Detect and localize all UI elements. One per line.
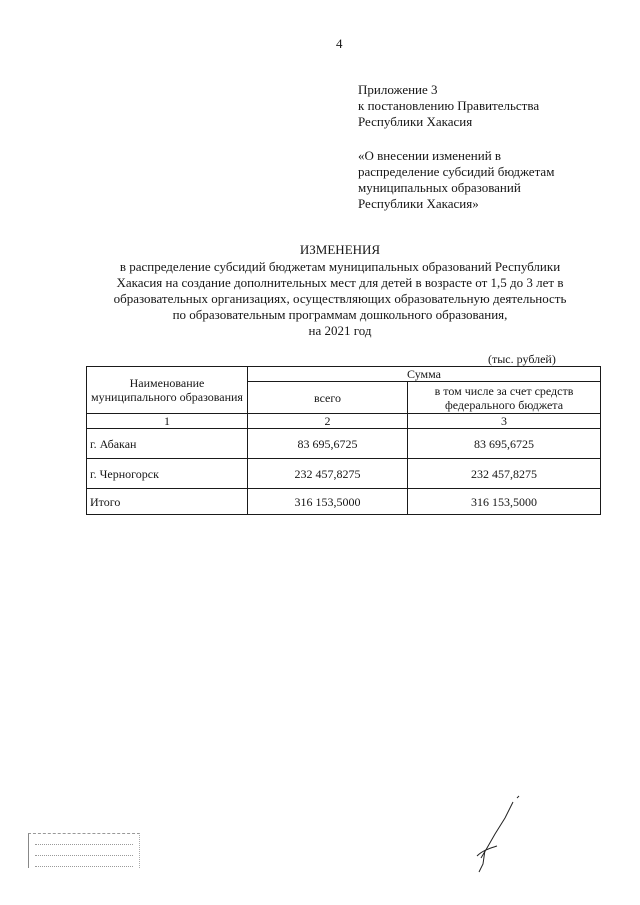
appendix-quote-line: муниципальных образований (358, 180, 521, 195)
header-total: всего (248, 382, 408, 414)
page-number: 4 (336, 36, 343, 51)
document-title: ИЗМЕНЕНИЯ (299, 242, 381, 257)
municipality-name: г. Черногорск (87, 459, 248, 489)
header-sum: Сумма (248, 367, 601, 382)
heading-line: Хакасия на создание дополнительных мест для детей в возрасте от 1,5 до 3 лет в (116, 275, 564, 290)
heading-line: на 2021 год (308, 323, 372, 338)
appendix-line: к постановлению Правительства (358, 98, 540, 113)
table-row (87, 429, 601, 459)
column-number: 3 (408, 414, 601, 429)
subsidy-table (86, 366, 601, 515)
amount-total: 83 695,6725 (248, 429, 408, 459)
signature-mark (455, 790, 535, 880)
amount-federal: 83 695,6725 (408, 429, 601, 459)
heading-line: в распределение субсидий бюджетам муниципальных образований Республики (119, 259, 561, 274)
appendix-quote-line: «О внесении изменений в (358, 148, 502, 163)
amount-federal: 316 153,5000 (408, 489, 601, 515)
appendix-line: Республики Хакасия (358, 114, 473, 129)
column-number: 2 (248, 414, 408, 429)
units-label: (тыс. рублей) (488, 352, 556, 366)
appendix-line: Приложение 3 (358, 82, 438, 97)
municipality-name: Итого (87, 489, 248, 515)
column-number-row (87, 414, 601, 429)
municipality-name: г. Абакан (87, 429, 248, 459)
amount-total: 316 153,5000 (248, 489, 408, 515)
table-row-total (87, 489, 601, 515)
document-heading (60, 241, 620, 339)
appendix-quote-line: распределение субсидий бюджетам (358, 164, 555, 179)
header-federal: в том числе за счет средств федерального бюджета (408, 382, 601, 414)
amount-federal: 232 457,8275 (408, 459, 601, 489)
header-municipality: Наименование муниципального образования (87, 367, 248, 414)
heading-line: образовательных организациях, осуществляющих образовательную деятельность (113, 291, 567, 306)
column-number: 1 (87, 414, 248, 429)
heading-line: по образовательным программам дошкольного образования, (172, 307, 508, 322)
registration-stamp (28, 833, 140, 868)
amount-total: 232 457,8275 (248, 459, 408, 489)
table-row (87, 459, 601, 489)
appendix-block (358, 82, 554, 212)
appendix-quote-line: Республики Хакасия» (358, 196, 479, 211)
